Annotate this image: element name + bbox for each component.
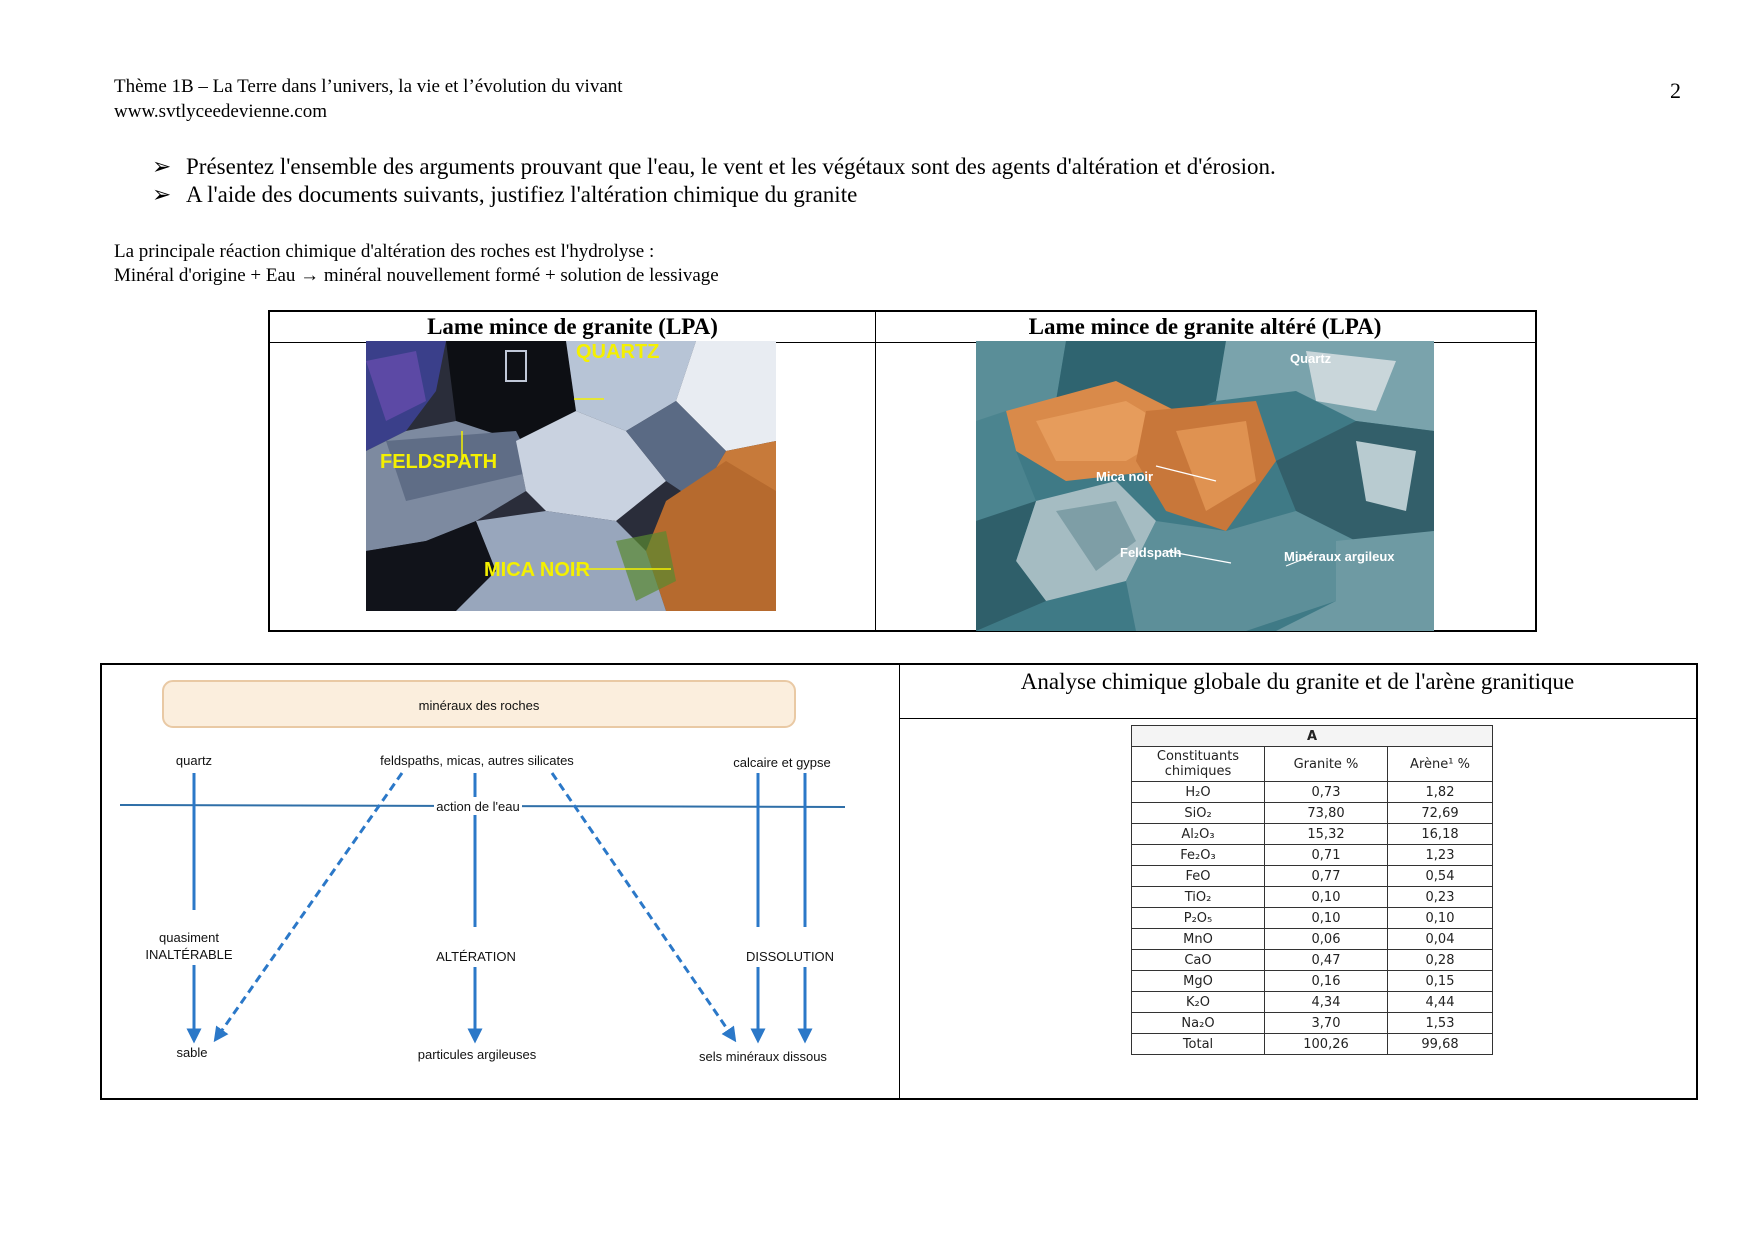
silicates-source-label: feldspaths, micas, autres silicates <box>380 753 574 768</box>
intro-line-1: La principale réaction chimique d'altération des roches est l'hydrolyse : <box>114 241 655 262</box>
granite-value-cell: 3,70 <box>1265 1013 1388 1034</box>
arene-value-cell: 0,15 <box>1388 971 1493 992</box>
column-header-granite: Granite % <box>1265 747 1388 782</box>
granite-value-cell: 4,34 <box>1265 992 1388 1013</box>
granite-thin-section-photo <box>366 341 776 611</box>
table-letter-row <box>1132 726 1493 747</box>
granite-value-cell: 0,77 <box>1265 866 1388 887</box>
arene-value-cell: 0,04 <box>1388 929 1493 950</box>
sable-label: sable <box>176 1045 208 1060</box>
granite-value-cell: 0,10 <box>1265 887 1388 908</box>
granite-value-cell: 100,26 <box>1265 1034 1388 1055</box>
granite-value-cell: 0,06 <box>1265 929 1388 950</box>
calcaire-source-label: calcaire et gypse <box>733 755 831 770</box>
constituant-cell: P₂O₅ <box>1132 908 1265 929</box>
minerals-top-label: minéraux des roches <box>418 698 540 713</box>
table-row <box>1132 992 1493 1013</box>
water-action-label: action de l'eau <box>436 799 520 814</box>
constituant-cell: CaO <box>1132 950 1265 971</box>
bullet-item-1 <box>152 153 1276 181</box>
constituant-cell: Fe₂O₃ <box>1132 845 1265 866</box>
constituant-cell: TiO₂ <box>1132 887 1265 908</box>
table-row <box>1132 824 1493 845</box>
arene-value-cell: 1,53 <box>1388 1013 1493 1034</box>
granite-value-cell: 0,10 <box>1265 908 1388 929</box>
table-row <box>1132 782 1493 803</box>
header-website: www.svtlyceedevienne.com <box>114 101 327 122</box>
table-row <box>1132 929 1493 950</box>
feldspath-label-altered: Feldspath <box>1120 545 1182 560</box>
chemical-analysis-table <box>1131 725 1493 1055</box>
table-letter: A <box>1132 726 1493 747</box>
arene-value-cell: 0,54 <box>1388 866 1493 887</box>
arene-value-cell: 0,10 <box>1388 908 1493 929</box>
mineraux-argileux-label: Minéraux argileux <box>1284 549 1395 564</box>
constituant-cell: Total <box>1132 1034 1265 1055</box>
arene-value-cell: 72,69 <box>1388 803 1493 824</box>
table-row <box>1132 803 1493 824</box>
constituant-cell: SiO₂ <box>1132 803 1265 824</box>
quartz-label: QUARTZ <box>576 341 660 363</box>
particules-argileuses-label: particules argileuses <box>417 1047 537 1062</box>
table-row <box>1132 866 1493 887</box>
bullet-text-1: Présentez l'ensemble des arguments prouvant que l'eau, le vent et les végétaux sont des agents d'altération et d'érosion. <box>186 154 1276 179</box>
arene-value-cell: 1,23 <box>1388 845 1493 866</box>
bullet-item-2 <box>152 181 857 209</box>
constituant-cell: FeO <box>1132 866 1265 887</box>
granite-value-cell: 0,47 <box>1265 950 1388 971</box>
quartz-source-label: quartz <box>175 753 213 768</box>
column-header-constituants: Constituants chimiques <box>1132 747 1265 782</box>
alteration-diagram <box>100 665 897 1098</box>
constituant-cell: MgO <box>1132 971 1265 992</box>
mica-noir-label: MICA NOIR <box>484 559 590 581</box>
feldspath-label: FELDSPATH <box>380 451 498 473</box>
constituant-cell: Al₂O₃ <box>1132 824 1265 845</box>
page-number: 2 <box>1670 78 1681 103</box>
inalterable-label-1: quasiment <box>159 930 219 945</box>
left-photo-title: Lame mince de granite (LPA) <box>427 314 718 339</box>
arene-value-cell: 1,82 <box>1388 782 1493 803</box>
arrow-bullet-icon: ➢ <box>152 182 172 207</box>
header-theme: Thème 1B – La Terre dans l’univers, la vie et l’évolution du vivant <box>114 76 623 97</box>
arene-value-cell: 16,18 <box>1388 824 1493 845</box>
column-header-arene: Arène¹ % <box>1388 747 1493 782</box>
granite-value-cell: 15,32 <box>1265 824 1388 845</box>
dissolution-label: DISSOLUTION <box>745 949 835 964</box>
arene-value-cell: 0,28 <box>1388 950 1493 971</box>
constituant-cell: K₂O <box>1132 992 1265 1013</box>
mica-noir-label-altered: Mica noir <box>1096 469 1154 484</box>
table-row <box>1132 971 1493 992</box>
right-photo-title: Lame mince de granite altéré (LPA) <box>1028 314 1382 339</box>
arene-value-cell: 0,23 <box>1388 887 1493 908</box>
constituant-cell: MnO <box>1132 929 1265 950</box>
arrow-bullet-icon: ➢ <box>152 154 172 179</box>
table-row <box>1132 950 1493 971</box>
analysis-title: Analyse chimique globale du granite et de l'arène granitique <box>1020 669 1575 694</box>
granite-value-cell: 0,16 <box>1265 971 1388 992</box>
table-row <box>1132 845 1493 866</box>
constituant-cell: Na₂O <box>1132 1013 1265 1034</box>
arene-value-cell: 4,44 <box>1388 992 1493 1013</box>
bullet-text-2: A l'aide des documents suivants, justifiez l'altération chimique du granite <box>186 182 858 207</box>
granite-value-cell: 0,73 <box>1265 782 1388 803</box>
table-row <box>1132 1034 1493 1055</box>
table-row <box>1132 887 1493 908</box>
constituant-cell: H₂O <box>1132 782 1265 803</box>
granite-value-cell: 73,80 <box>1265 803 1388 824</box>
intro-line-2: Minéral d'origine + Eau → minéral nouvellement formé + solution de lessivage <box>114 265 719 286</box>
granite-value-cell: 0,71 <box>1265 845 1388 866</box>
altered-granite-thin-section-photo <box>976 341 1434 631</box>
table-row <box>1132 908 1493 929</box>
table-header-row <box>1132 747 1493 782</box>
quartz-label-altered: Quartz <box>1290 351 1332 366</box>
arene-value-cell: 99,68 <box>1388 1034 1493 1055</box>
alteration-label: ALTÉRATION <box>436 949 516 964</box>
sels-mineraux-label: sels minéraux dissous <box>699 1049 827 1064</box>
inalterable-label-2: INALTÉRABLE <box>145 947 233 962</box>
table-row <box>1132 1013 1493 1034</box>
